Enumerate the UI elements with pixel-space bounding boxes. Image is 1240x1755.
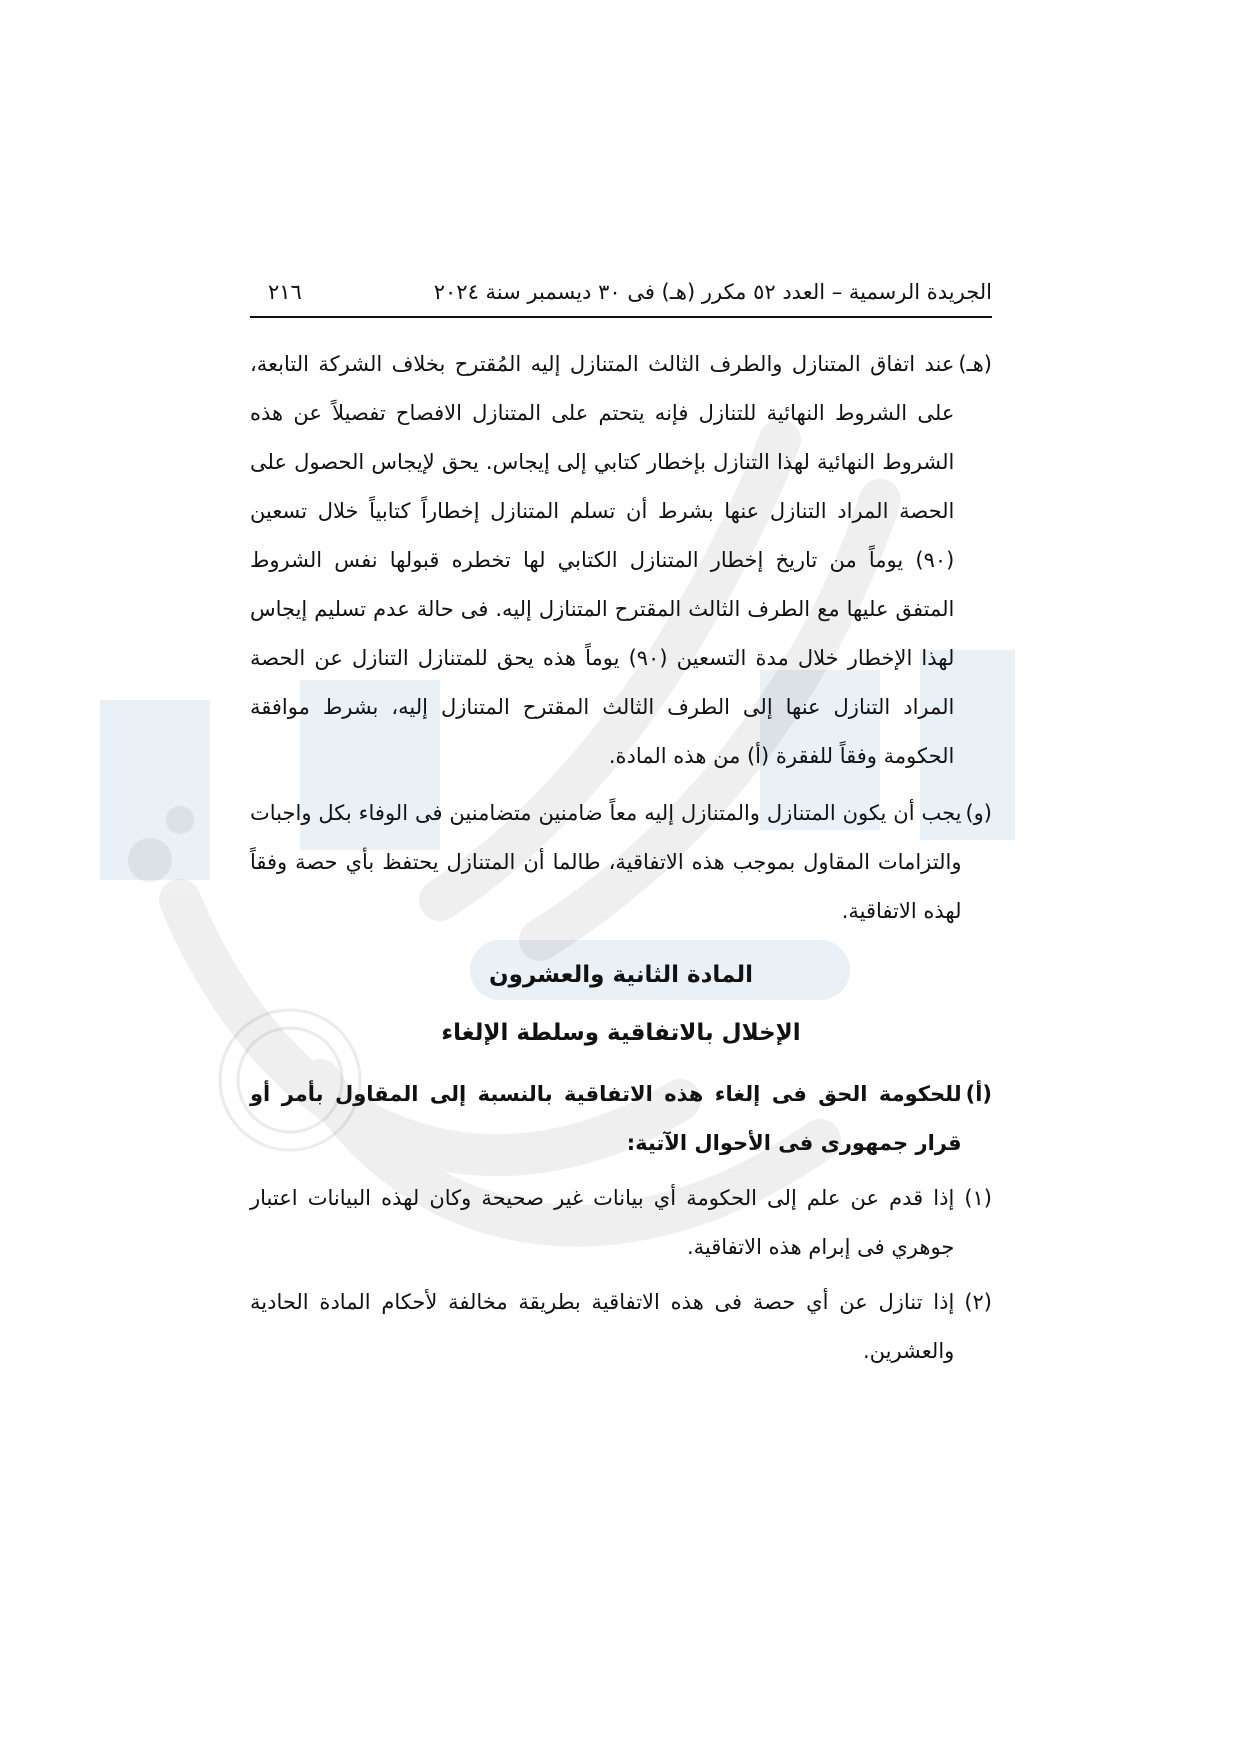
item-text: إذا تنازل عن أي حصة فى هذه الاتفاقية بطريقة مخالفة لأحكام المادة الحادية والعشرين. (250, 1290, 955, 1363)
gazette-title: الجريدة الرسمية – العدد ٥٢ مكرر (هـ) فى ٣٠ ديسمبر سنة ٢٠٢٤ (433, 280, 992, 304)
article-subtitle: الإخلال بالاتفاقية وسلطة الإلغاء (441, 1020, 801, 1046)
clause-a (250, 1070, 992, 1168)
paragraph-marker: (هـ) (958, 352, 992, 376)
paragraph-text: عند اتفاق المتنازل والطرف الثالث المتنازل إليه المُقترح بخلاف الشركة التابعة، على الشروط النهائية للتنازل فإنه يتحتم على المتنازل الافصاح تفصيلاً عن هذه الشروط النهائية لهذا التنازل بإخطار كتابي إلى إيجاس. يحق لإيجاس الحصول على الحصة المراد التنازل عنها بشرط أن تسلم المتنازل إخطاراً كتابياً خلال تسعين (٩٠) يوماً من تاريخ إخطار المتنازل الكتابي لها تخطره قبولها نفس الشروط المتفق عليها مع الطرف الثالث المقترح المتنازل إليه. فى حالة عدم تسليم إيجاس لهذا الإخطار خلال مدة التسعين (٩٠) يوماً هذه يحق للمتنازل التنازل عن الحصة المراد التنازل عنها إلى الطرف الثالث المقترح المتنازل إليه، بشرط موافقة الحكومة وفقاً للفقرة (أ) من هذه المادة. (250, 352, 955, 768)
item-marker: (٢) (964, 1290, 992, 1314)
clause-marker: (أ) (965, 1082, 992, 1106)
item-text: إذا قدم عن علم إلى الحكومة أي بيانات غير صحيحة وكان لهذه البيانات اعتبار جوهري فى إبرام هذه الاتفاقية. (250, 1186, 955, 1259)
paragraph-w (250, 789, 992, 936)
clause-text: للحكومة الحق فى إلغاء هذه الاتفاقية بالنسبة إلى المقاول بأمر أو قرار جمهورى فى الأحوال الآتية: (250, 1082, 962, 1155)
document-body (250, 340, 992, 1376)
paragraph-marker: (و) (965, 801, 992, 825)
list-item (250, 1174, 992, 1272)
document-page (250, 280, 992, 1376)
page-header (250, 280, 992, 318)
paragraph-h (250, 340, 992, 781)
article-title: المادة الثانية والعشرون (489, 962, 753, 988)
page-number: ٢١٦ (268, 280, 302, 304)
list-item (250, 1278, 992, 1376)
paragraph-text: يجب أن يكون المتنازل والمتنازل إليه معاً ضامنين متضامنين فى الوفاء بكل واجبات والتزامات المقاول بموجب هذه الاتفاقية، طالما أن المتنازل يحتفظ بأي حصة وفقاً لهذه الاتفاقية. (250, 801, 962, 923)
item-marker: (١) (964, 1186, 992, 1210)
